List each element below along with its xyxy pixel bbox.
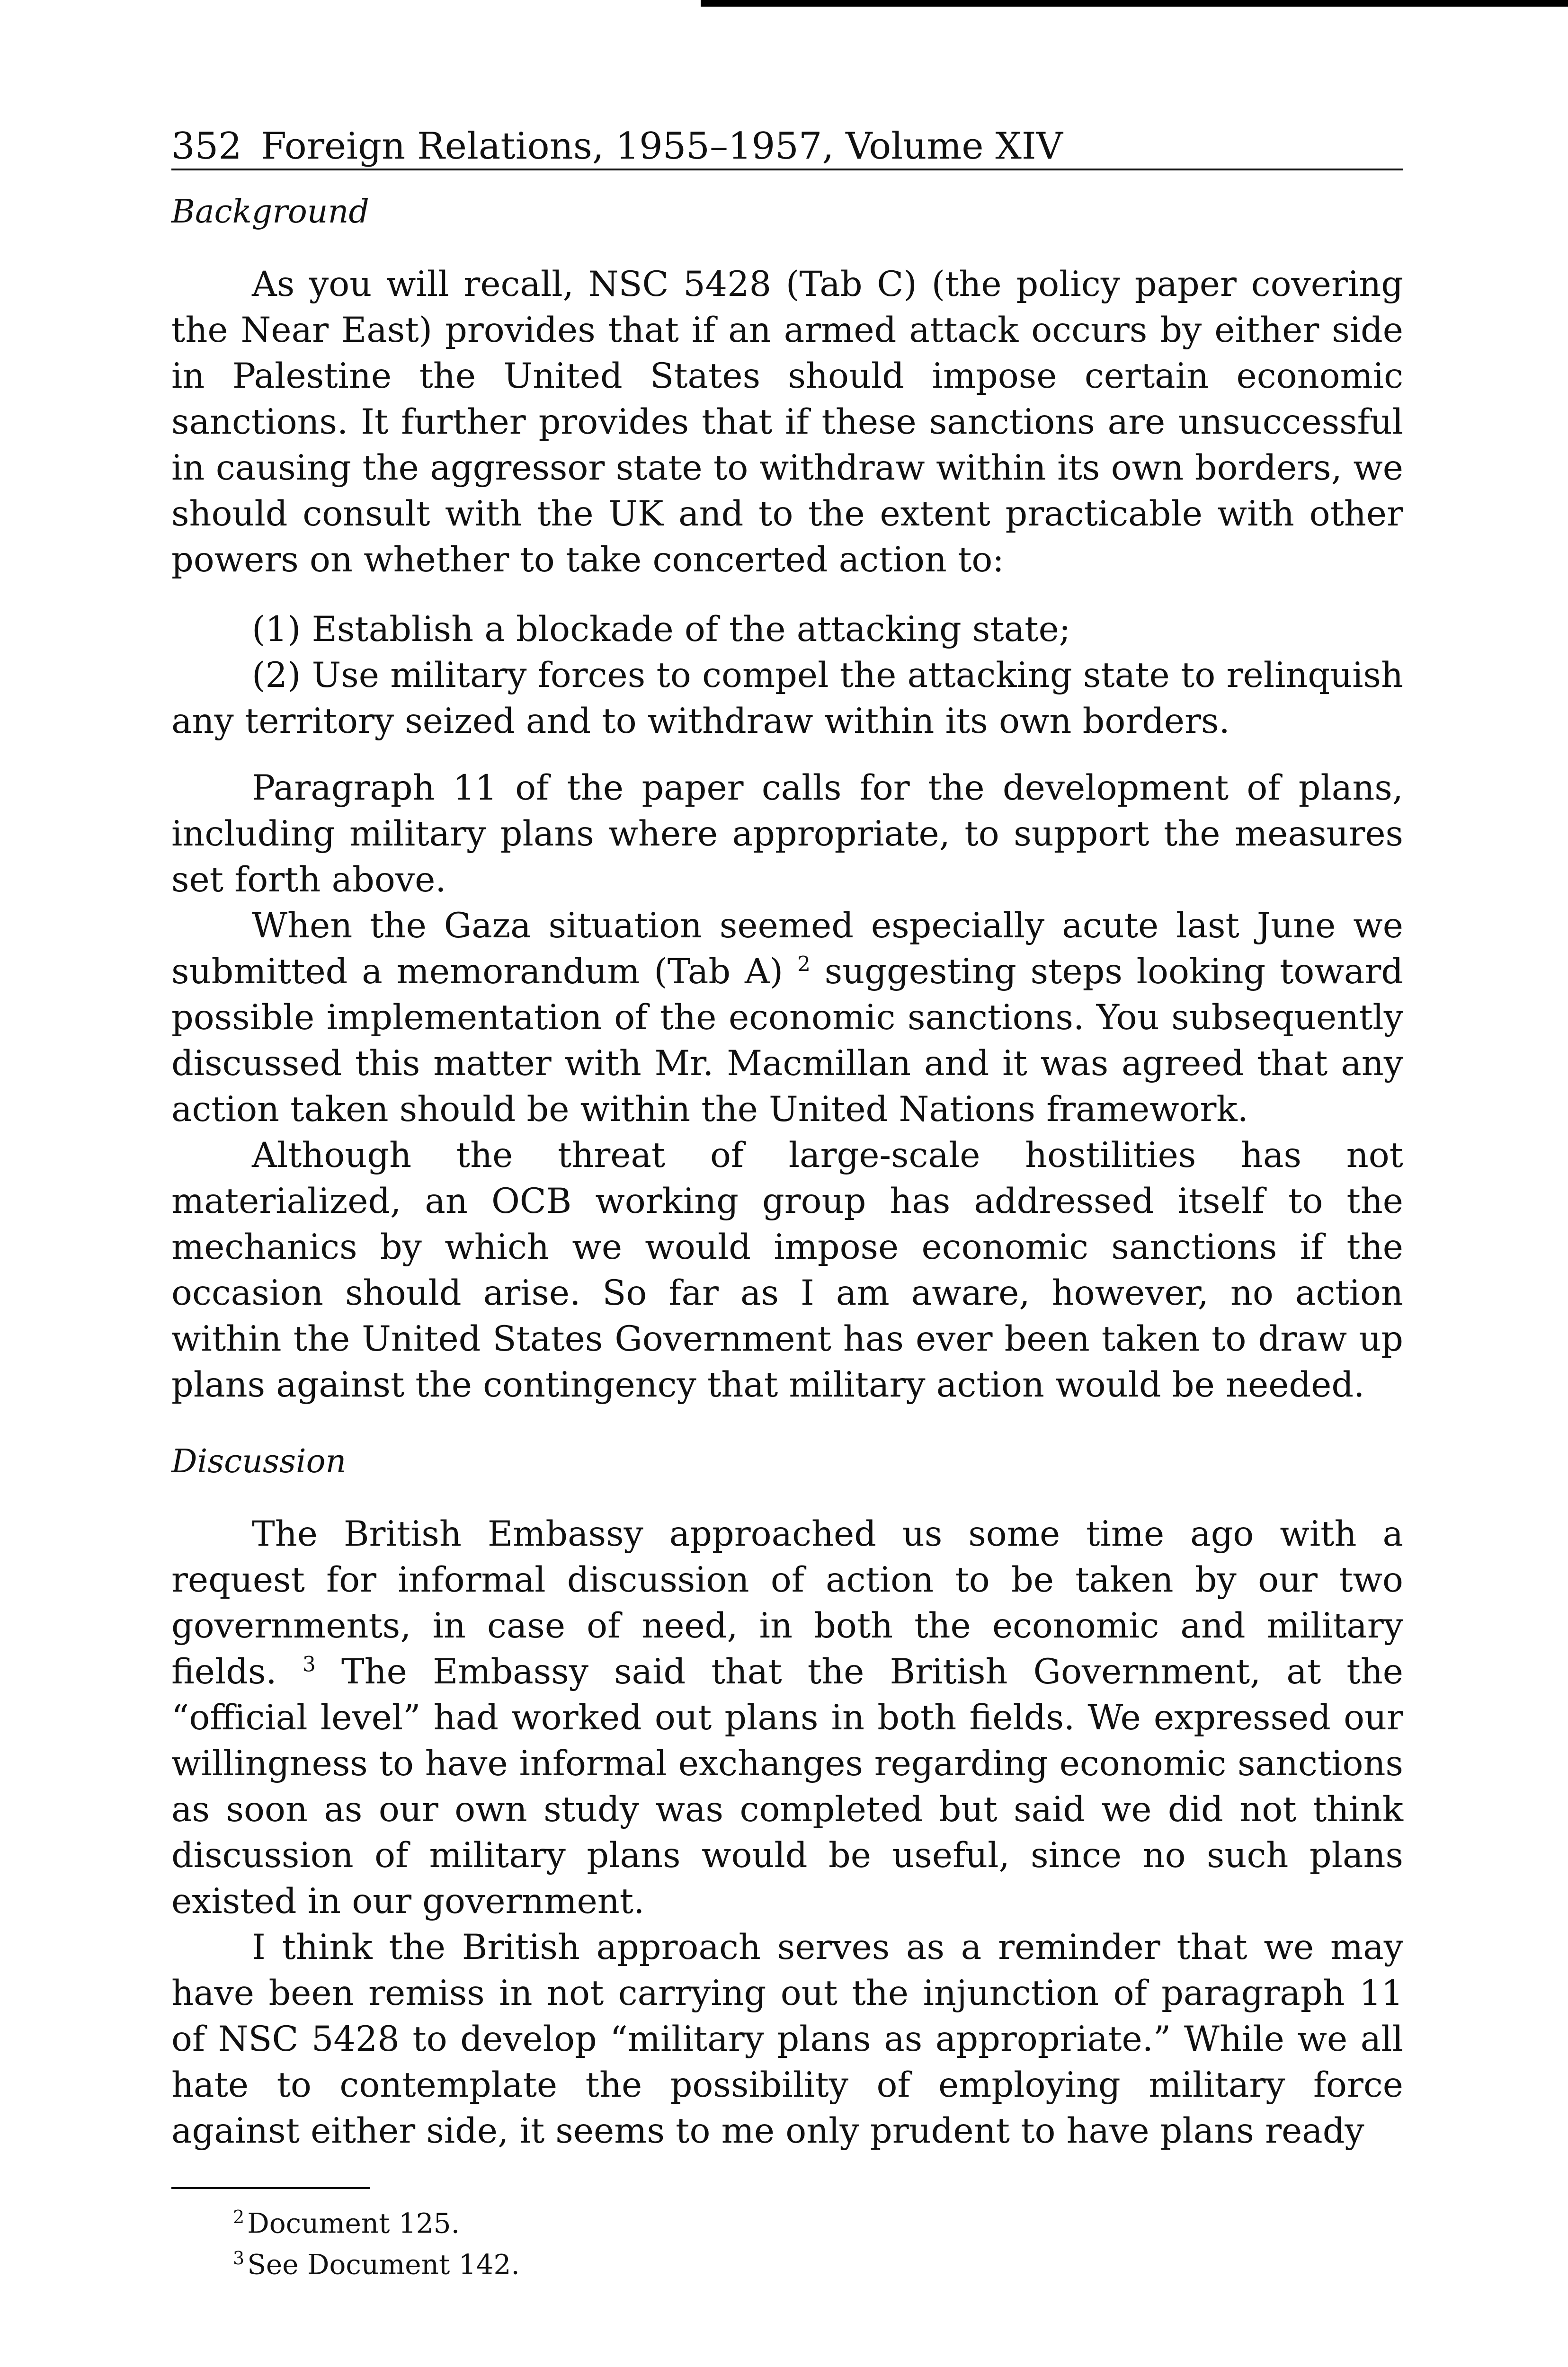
discussion-paragraph-1-start: The British Embassy approached us some time ago with a request for informal discussion of action to be taken by our two governments, in case of need, in both the economic and military fields. [171, 1514, 1403, 1692]
footnote-text: Document 125. [247, 2207, 460, 2240]
footnote-2 [233, 2199, 1403, 2241]
page-number: 352 [171, 125, 242, 168]
background-heading: Background [171, 193, 369, 231]
action-item-2: (2) Use military forces to compel the attacking state to relinquish any territory seized and to withdraw within its own borders. [171, 655, 1403, 741]
discussion-paragraph-1-end: The Embassy said that the British Government, at the “official level” had worked out plans in both fields. We expressed our willingness to have informal exchanges regarding economic sanctions as soon as our own study was completed but said we did not think discussion of military plans would be useful, since no such plans existed in our government. [171, 1652, 1403, 1922]
background-section [171, 261, 1403, 1408]
background-paragraph-4: Although the threat of large-scale hostilities has not materialized, an OCB working group has addressed itself to the mechanics by which we would impose economic sanctions if the occasion should arise. So far as I am aware, however, no action within the United States Government has ever been taken to draw up plans against the contingency that military action would be needed. [171, 1135, 1403, 1405]
background-paragraph-1: As you will recall, NSC 5428 (Tab C) (the policy paper covering the Near East) provides that if an armed attack occurs by either side in Palestine the United States should impose certain economic sanctions. It further provides that if these sanctions are unsuccessful in causing the aggressor state to withdraw within its own borders, we should consult with the UK and to the extent practicable with other powers on whether to take concerted action to: [171, 264, 1403, 580]
running-title: Foreign Relations, 1955–1957, Volume XIV [260, 125, 1063, 168]
action-list [171, 606, 1403, 744]
background-paragraph-2: Paragraph 11 of the paper calls for the development of plans, including military plans where appropriate, to support the measures set forth above. [171, 768, 1403, 900]
running-header [171, 125, 1403, 170]
action-item-1: (1) Establish a blockade of the attacking state; [252, 609, 1071, 650]
discussion-paragraph-1 [171, 1511, 1403, 1924]
discussion-heading: Discussion [171, 1443, 347, 1480]
background-paragraph-3-start: When the Gaza situation seemed especially acute last June we submitted a memorandum (Tab A) [171, 906, 1403, 992]
footnote-text: See Document 142. [247, 2248, 520, 2281]
discussion-paragraph-2: I think the British approach serves as a reminder that we may have been remiss in not carrying out the injunction of paragraph 11 of NSC 5428 to develop “military plans as appropriate.” While we all hate to contemplate the possibility of employing military force against either side, it seems to me only prudent to have plans ready [171, 1927, 1403, 2151]
footnote-ref-3: 3 [302, 1652, 316, 1677]
footnote-marker: 2 [233, 2207, 245, 2227]
top-edge-rule [701, 0, 1568, 7]
discussion-section [171, 1511, 1403, 2154]
background-paragraph-3-end: suggesting steps looking toward possible implementation of the economic sanctions. You subsequently discussed this matter with Mr. Macmillan and it was agreed that any action taken should be within the United Nations framework. [171, 952, 1403, 1130]
footnote-ref-2: 2 [797, 952, 811, 977]
background-paragraph-3 [171, 903, 1403, 1132]
footnotes [171, 2199, 1403, 2282]
footnote-divider [171, 2187, 370, 2189]
footnote-3 [233, 2241, 1403, 2282]
document-page [171, 125, 1403, 2282]
footnote-marker: 3 [233, 2248, 245, 2269]
